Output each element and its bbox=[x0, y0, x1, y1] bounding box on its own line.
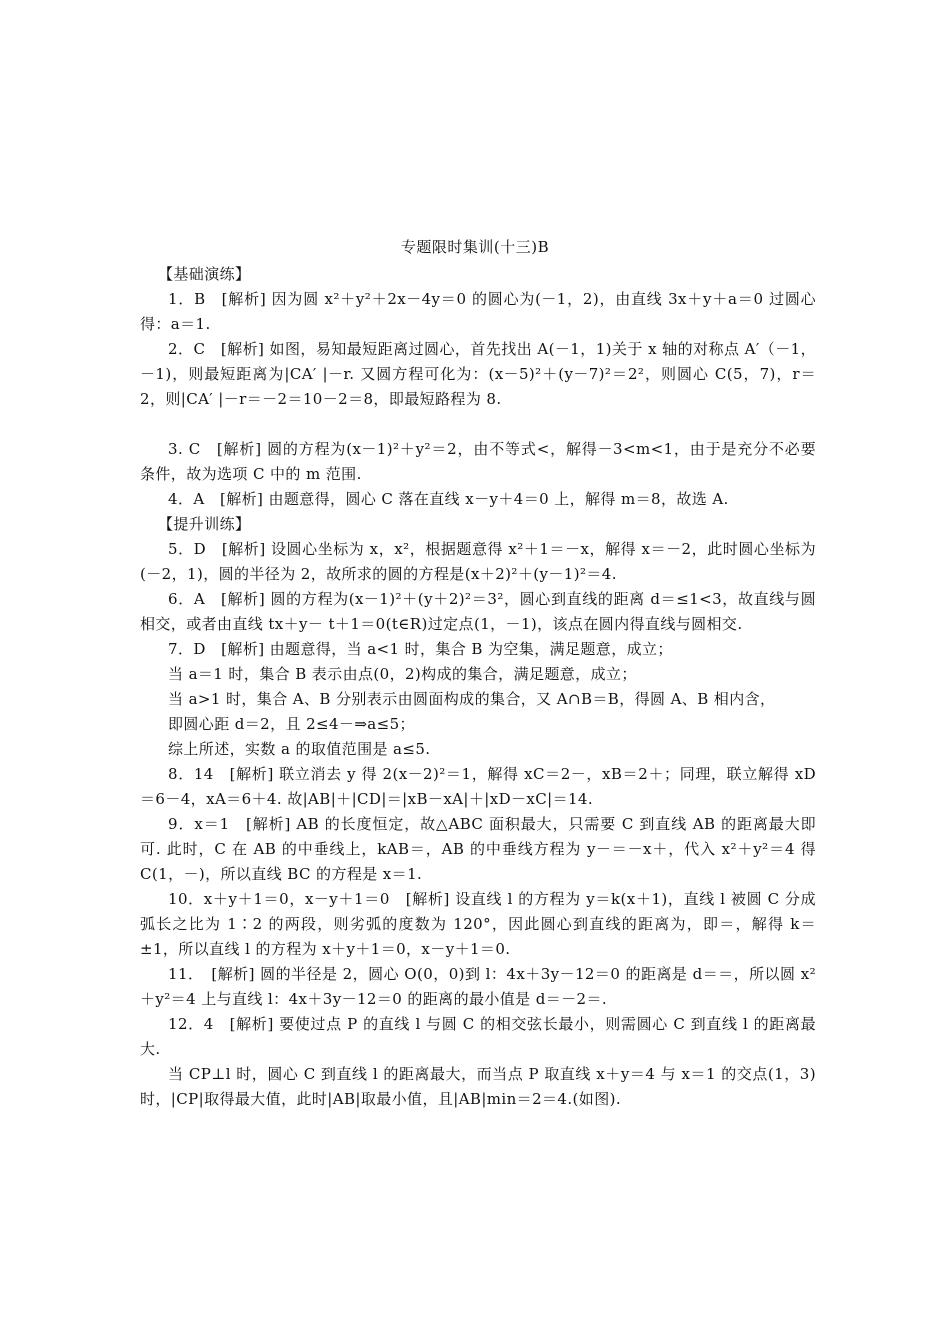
answer-1: 1．B [解析] 因为圆 x²＋y²＋2x－4y＝0 的圆心为(－1，2)，由直线 3x＋y＋a＝0 过圆心得：a＝1. bbox=[140, 290, 816, 333]
answer-4: 4．A [解析] 由题意得，圆心 C 落在直线 x－y＋4＝0 上，解得 m＝8，故选 A. bbox=[168, 490, 729, 508]
answer-7-line-2: 当 a＝1 时，集合 B 表示由点(0，2)构成的集合，满足题意，成立； bbox=[168, 665, 637, 683]
answer-12-line-2: 当 CP⊥l 时，圆心 C 到直线 l 的距离最大，而当点 P 取直线 x＋y＝4 与 x＝1 的交点(1，3)时，|CP|取得最大值，此时|AB|取最小值，且|AB|min＝2＝4.(如图). bbox=[140, 1065, 816, 1108]
answer-8: 8．14 [解析] 联立消去 y 得 2(x－2)²＝1，解得 xC＝2－，xB＝2＋；同理，联立解得 xD＝6－4，xA＝6＋4. 故|AB|＋|CD|＝|xB－xA|＋|xD－xC|＝14. bbox=[140, 765, 816, 808]
answer-10: 10．x＋y＋1＝0，x－y＋1＝0 [解析] 设直线 l 的方程为 y＝k(x＋1)，直线 l 被圆 C 分成弧长之比为 1∶2 的两段，则劣弧的度数为 120°，因此圆心到直线的距离为，即＝，解得 k＝±1，所以直线 l 的方程为 x＋y＋1＝0，x－y＋1＝0. bbox=[140, 890, 816, 958]
answer-3: 3. C [解析] 圆的方程为(x－1)²＋y²＝2，由不等式<，解得－3<m<1，由于是充分不必要条件，故为选项 C 中的 m 范围. bbox=[140, 440, 816, 483]
answer-11: 11． [解析] 圆的半径是 2，圆心 O(0，0)到 l：4x＋3y－12＝0 的距离是 d＝＝，所以圆 x²＋y²＝4 上与直线 l：4x＋3y－12＝0 的距离的最小值是 d＝－2＝. bbox=[140, 965, 816, 1008]
answer-5: 5．D [解析] 设圆心坐标为 x，x²，根据题意得 x²＋1＝－x，解得 x＝－2，此时圆心坐标为(－2，1)，圆的半径为 2，故所求的圆的方程是(x＋2)²＋(y－1)²＝4. bbox=[140, 540, 816, 583]
page-title: 专题限时集训(十三)B bbox=[400, 238, 550, 256]
section-heading-basic: 【基础演练】 bbox=[158, 265, 251, 283]
answer-7-line-3: 当 a>1 时，集合 A、B 分别表示由圆面构成的集合，又 A∩B＝B，得圆 A、B 相内含， bbox=[168, 690, 776, 708]
answer-2: 2．C [解析] 如图，易知最短距离过圆心，首先找出 A(－1，1)关于 x 轴的对称点 A′（－1，－1)，则最短距离为|CA′ |－r. 又圆方程可化为：(x－5)²＋(y－7)²＝2²，则圆心 C(5，7)，r＝2，则|CA′ |－r＝－2＝10－2＝8，即最短路程为 8. bbox=[140, 340, 816, 408]
answer-7-line-5: 综上所述，实数 a 的取值范围是 a≤5. bbox=[168, 740, 431, 758]
answer-12: 12．4 [解析] 要使过点 P 的直线 l 与圆 C 的相交弦长最小，则需圆心 C 到直线 l 的距离最大. bbox=[140, 1015, 816, 1058]
answer-6: 6．A [解析] 圆的方程为(x－1)²＋(y＋2)²＝3²，圆心到直线的距离 d＝≤1<3，故直线与圆相交，或者由直线 tx＋y－ t＋1＝0(t∈R)过定点(1，－1)，该点在圆内得直线与圆相交. bbox=[140, 590, 816, 633]
section-heading-advanced: 【提升训练】 bbox=[158, 515, 251, 533]
answer-9: 9．x＝1 [解析] AB 的长度恒定，故△ABC 面积最大，只需要 C 到直线 AB 的距离最大即可. 此时，C 在 AB 的中垂线上，kAB＝，AB 的中垂线方程为 y－＝－x＋，代入 x²＋y²＝4 得 C(1，－)，所以直线 BC 的方程是 x＝1. bbox=[140, 815, 816, 883]
answer-content bbox=[140, 262, 816, 1112]
answer-7: 7．D [解析] 由题意得，当 a<1 时，集合 B 为空集，满足题意，成立； bbox=[168, 640, 673, 658]
answer-7-line-4: 即圆心距 d＝2，且 2≤4－⇒a≤5； bbox=[168, 715, 415, 733]
